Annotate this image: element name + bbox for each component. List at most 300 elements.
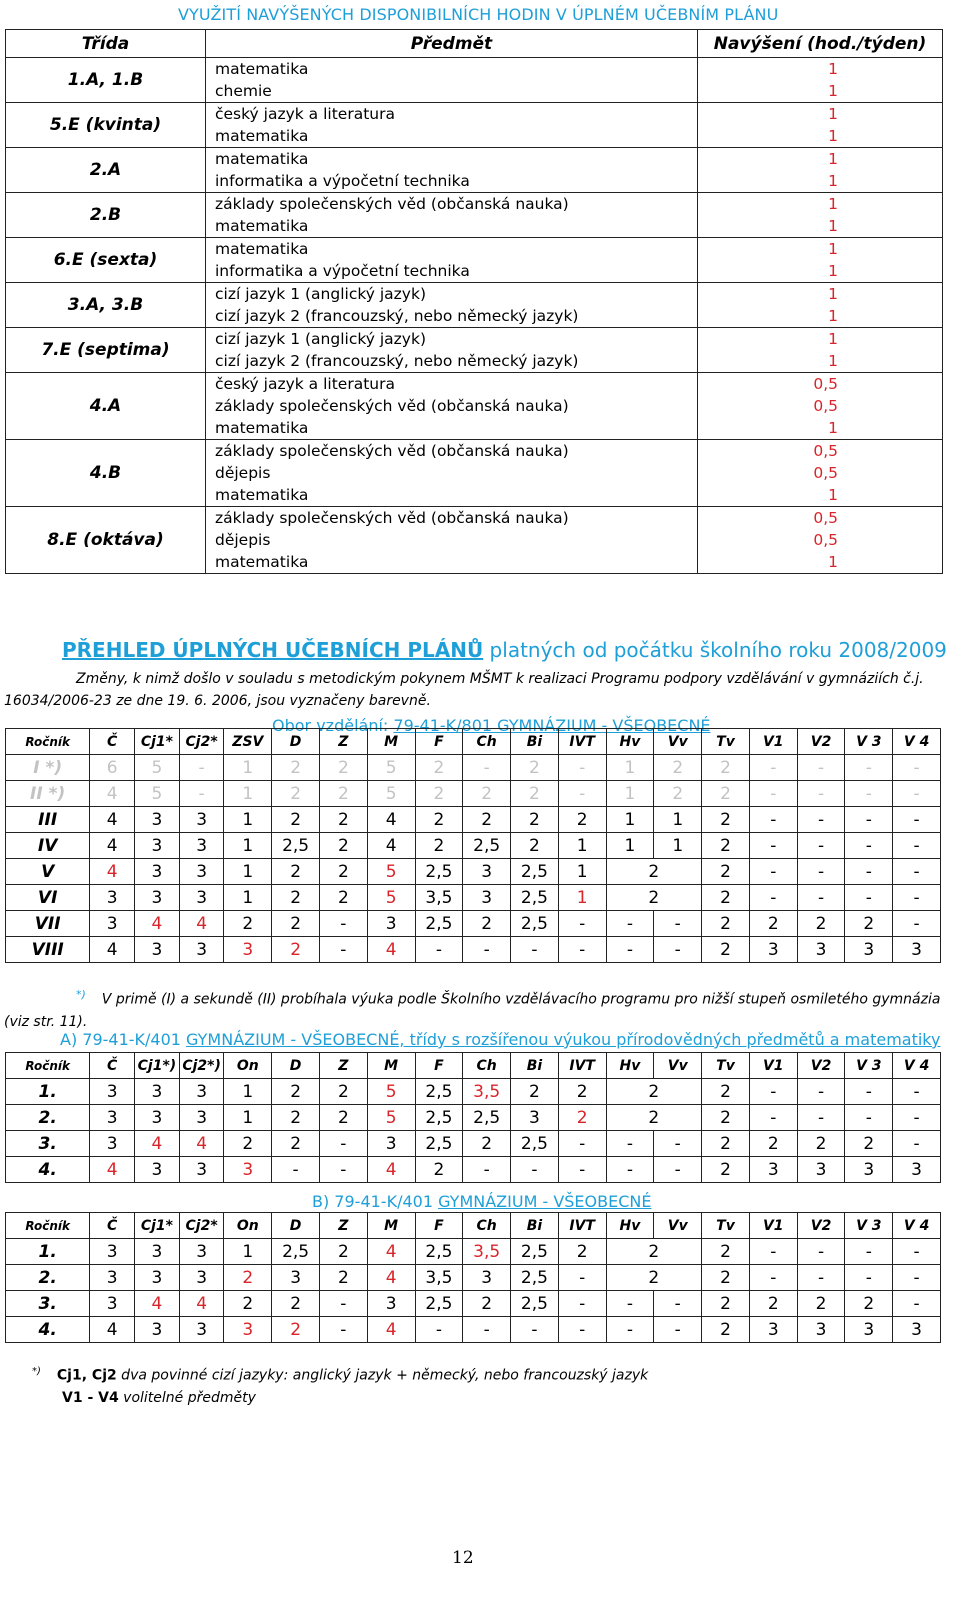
table-cell: 3	[135, 1105, 180, 1131]
table-cell: 3	[224, 937, 272, 963]
table-cell: 1	[224, 859, 272, 885]
table-cell: 3	[845, 1157, 893, 1183]
table-cell: 2	[797, 911, 845, 937]
table-cell: 4	[367, 1239, 415, 1265]
table-cell: -	[845, 781, 893, 807]
table-cell: 2,5	[415, 1105, 463, 1131]
hours-increase: 0,5	[813, 442, 838, 460]
column-header: Č	[90, 729, 135, 755]
subject-name: matematika	[215, 217, 309, 235]
table-cell: -	[319, 1131, 367, 1157]
table-cell: -	[463, 1317, 511, 1343]
subject-name: cizí jazyk 2 (francouzský, nebo německý jazyk)	[215, 352, 579, 370]
column-header: Hv	[606, 729, 654, 755]
table-cell: 3	[135, 833, 180, 859]
table-cell: 2	[511, 781, 559, 807]
table-cell: -	[749, 885, 797, 911]
table-cell: 6	[90, 755, 135, 781]
class-label: 2.A	[6, 148, 206, 193]
table-cell: 2	[749, 1291, 797, 1317]
class-label: 2.B	[6, 193, 206, 238]
table-cell: 2,5	[511, 859, 559, 885]
subject-name: základy společenských věd (občanská nauka)	[215, 509, 569, 527]
table-cell: 3	[90, 1131, 135, 1157]
table-cell: 2	[654, 781, 702, 807]
table-cell: 1	[558, 833, 606, 859]
row-label: VI	[6, 885, 90, 911]
class-label: 4.A	[6, 373, 206, 440]
table-cell: 3	[845, 937, 893, 963]
column-header: D	[272, 729, 320, 755]
table-cell: 2	[224, 1291, 272, 1317]
table-cell: 2,5	[415, 1079, 463, 1105]
table-row	[6, 1157, 941, 1183]
subject-name: matematika	[215, 486, 309, 504]
subject-name: matematika	[215, 240, 309, 258]
table-row	[6, 1239, 941, 1265]
hours-increase: 1	[828, 105, 838, 123]
table-cell: 2	[702, 1079, 750, 1105]
class-label: 1.A, 1.B	[6, 58, 206, 103]
hours-increase: 1	[828, 553, 838, 571]
column-header: Vv	[654, 1213, 702, 1239]
table-cell: 5	[367, 1105, 415, 1131]
table-cell: 3	[749, 1157, 797, 1183]
table-cell: 3	[367, 911, 415, 937]
table-cell: 4	[367, 807, 415, 833]
table-cell: 2	[845, 1131, 893, 1157]
table-cell: 2	[415, 807, 463, 833]
hours-group	[6, 193, 943, 238]
table-cell: 2	[511, 833, 559, 859]
table-cell: 5	[367, 755, 415, 781]
row-label: 4.	[6, 1157, 90, 1183]
table-cell: -	[558, 911, 606, 937]
table-row	[6, 1131, 941, 1157]
table-cell: 3	[90, 885, 135, 911]
table-cell: 4	[135, 1291, 180, 1317]
table-cell: -	[558, 781, 606, 807]
table-cell: 3	[179, 885, 224, 911]
table-cell: -	[797, 1105, 845, 1131]
table-cell: -	[654, 1131, 702, 1157]
table-cell: -	[463, 937, 511, 963]
table-cell: -	[463, 755, 511, 781]
table-cell: -	[558, 1291, 606, 1317]
row-label: V	[6, 859, 90, 885]
table-cell: 3	[135, 1265, 180, 1291]
table-cell: 2	[845, 911, 893, 937]
table-cell: -	[893, 1131, 941, 1157]
subject-cell	[206, 507, 698, 574]
subject-name: matematika	[215, 127, 309, 145]
table-cell: 3	[179, 1105, 224, 1131]
table-cell: -	[797, 1079, 845, 1105]
table-row	[6, 833, 941, 859]
row-label: III	[6, 807, 90, 833]
table-cell: 1	[224, 807, 272, 833]
table-cell: -	[415, 1317, 463, 1343]
table-cell: 2	[319, 885, 367, 911]
column-header: Z	[319, 1213, 367, 1239]
hours-group	[6, 373, 943, 440]
table-cell: 2	[272, 911, 320, 937]
hours-header-2: Navýšení (hod./týden)	[698, 30, 943, 58]
row-label: VIII	[6, 937, 90, 963]
subject-name: chemie	[215, 82, 272, 100]
row-label: VII	[6, 911, 90, 937]
table-row	[6, 885, 941, 911]
row-label: 3.	[6, 1291, 90, 1317]
row-label: 2.	[6, 1105, 90, 1131]
table-cell: 2	[702, 755, 750, 781]
table-cell: 3	[797, 937, 845, 963]
subject-name: matematika	[215, 60, 309, 78]
hours-increase: 1	[828, 127, 838, 145]
column-header: V 3	[845, 729, 893, 755]
table-cell: 4	[135, 911, 180, 937]
table-cell: -	[606, 911, 654, 937]
column-header: M	[367, 729, 415, 755]
table-cell: -	[797, 885, 845, 911]
table-cell: 5	[135, 755, 180, 781]
table-cell: 3	[224, 1317, 272, 1343]
hours-header-0: Třída	[6, 30, 206, 58]
table-cell: 1	[224, 1105, 272, 1131]
hours-increase: 0,5	[813, 397, 838, 415]
table-cell: 2,5	[272, 1239, 320, 1265]
table-cell: -	[845, 1105, 893, 1131]
table-cell: 3	[90, 1079, 135, 1105]
column-header: Cj2*)	[179, 1053, 224, 1079]
column-header: ZSV	[224, 729, 272, 755]
table-cell: 1	[224, 885, 272, 911]
table-cell: 2	[319, 781, 367, 807]
hours-group	[6, 440, 943, 507]
table-cell: -	[179, 755, 224, 781]
table-cell: -	[845, 885, 893, 911]
table-cell: -	[797, 755, 845, 781]
column-header: Ročník	[6, 729, 90, 755]
column-header: Vv	[654, 729, 702, 755]
caption-a: A) 79-41-K/401 GYMNÁZIUM - VŠEOBECNÉ, třídy s rozšířenou výukou přírodovědných předmětů a matematiky	[60, 1030, 941, 1049]
column-header: Ročník	[6, 1213, 90, 1239]
table-cell: 2	[797, 1131, 845, 1157]
table-row	[6, 1265, 941, 1291]
table-cell: 3	[135, 1079, 180, 1105]
table-cell: 3	[845, 1317, 893, 1343]
table-cell: 3	[179, 1265, 224, 1291]
table-cell: 2	[702, 937, 750, 963]
subject-cell	[206, 193, 698, 238]
table-row	[6, 859, 941, 885]
table-cell: 5	[367, 859, 415, 885]
column-header: IVT	[558, 1053, 606, 1079]
table-cell: 3	[224, 1157, 272, 1183]
table-cell: 2	[319, 1079, 367, 1105]
table-cell: 1	[224, 1079, 272, 1105]
table-cell: 2	[463, 911, 511, 937]
table-row	[6, 1291, 941, 1317]
subject-name: dějepis	[215, 531, 271, 549]
table-cell: 3	[135, 937, 180, 963]
table-cell: 2	[654, 755, 702, 781]
table-cell: 2	[702, 833, 750, 859]
hours-increase: 1	[828, 262, 838, 280]
table-cell: -	[749, 1265, 797, 1291]
table-cell: 4	[179, 911, 224, 937]
table-cell: 3	[893, 1317, 941, 1343]
column-header: Č	[90, 1053, 135, 1079]
table-cell: 2	[606, 885, 702, 911]
table-cell: 2	[702, 1157, 750, 1183]
table-cell: -	[893, 807, 941, 833]
table-cell: 2	[272, 1317, 320, 1343]
class-label: 4.B	[6, 440, 206, 507]
hours-group	[6, 148, 943, 193]
table-cell: -	[654, 911, 702, 937]
table-cell: 2	[415, 833, 463, 859]
column-header: Ch	[463, 1053, 511, 1079]
column-header: Bi	[511, 729, 559, 755]
table-cell: -	[511, 1157, 559, 1183]
increase-cell	[698, 148, 943, 193]
subject-name: základy společenských věd (občanská nauka)	[215, 195, 569, 213]
subject-name: cizí jazyk 1 (anglický jazyk)	[215, 285, 427, 303]
hours-increase: 0,5	[813, 375, 838, 393]
column-header: Cj2*	[179, 1213, 224, 1239]
subject-cell	[206, 148, 698, 193]
table-cell: 3,5	[415, 885, 463, 911]
hours-group	[6, 238, 943, 283]
table-cell: -	[749, 833, 797, 859]
hours-increase: 1	[828, 195, 838, 213]
table-cell: 3	[90, 1265, 135, 1291]
table-cell: -	[319, 1291, 367, 1317]
column-header: V 4	[893, 729, 941, 755]
row-label: I *)	[6, 755, 90, 781]
table-cell: 2	[415, 1157, 463, 1183]
subject-name: matematika	[215, 150, 309, 168]
plan-table-401b	[5, 1212, 941, 1343]
table-cell: 2	[511, 1079, 559, 1105]
subject-name: dějepis	[215, 464, 271, 482]
table-cell: 3	[749, 1317, 797, 1343]
subject-name: informatika a výpočetní technika	[215, 172, 470, 190]
intro-text: Změny, k nimž došlo v souladu s metodickým pokynem MŠMT k realizaci Programu podpory vzdělávání v gymnáziích č.j. 16034/2006-23 ze dne 19. 6. 2006, jsou vyznačeny barevně.	[4, 671, 924, 709]
table-cell: -	[893, 885, 941, 911]
table-cell: 2	[319, 859, 367, 885]
table-cell: 3	[90, 911, 135, 937]
table-cell: 4	[90, 859, 135, 885]
class-label: 7.E (septima)	[6, 328, 206, 373]
table-cell: 2	[319, 1105, 367, 1131]
table-cell: 2	[702, 859, 750, 885]
table-cell: 4	[90, 1157, 135, 1183]
table-cell: 3	[135, 807, 180, 833]
table-cell: 3	[893, 1157, 941, 1183]
subject-cell	[206, 328, 698, 373]
plans-heading: PŘEHLED ÚPLNÝCH UČEBNÍCH PLÁNŮ platných od počátku školního roku 2008/2009	[62, 638, 947, 662]
table-cell: 3	[749, 937, 797, 963]
column-header: Bi	[511, 1213, 559, 1239]
column-header: V1	[749, 1053, 797, 1079]
column-header: M	[367, 1213, 415, 1239]
column-header: Č	[90, 1213, 135, 1239]
table-cell: 2	[319, 1265, 367, 1291]
subject-name: matematika	[215, 553, 309, 571]
column-header: Tv	[702, 729, 750, 755]
column-header: On	[224, 1053, 272, 1079]
table-cell: -	[558, 1265, 606, 1291]
row-label: 4.	[6, 1317, 90, 1343]
column-header: IVT	[558, 1213, 606, 1239]
table-cell: 2,5	[511, 911, 559, 937]
table-cell: 4	[90, 833, 135, 859]
table-cell: 3,5	[415, 1265, 463, 1291]
table-cell: 5	[367, 885, 415, 911]
table-cell: 2	[224, 1265, 272, 1291]
table-cell: 1	[224, 833, 272, 859]
table-cell: 2	[511, 755, 559, 781]
column-header: F	[415, 1053, 463, 1079]
table-cell: 2	[272, 885, 320, 911]
table-cell: -	[893, 755, 941, 781]
hours-increase: 1	[828, 330, 838, 348]
table-cell: -	[749, 859, 797, 885]
table-cell: -	[749, 1105, 797, 1131]
table-cell: -	[415, 937, 463, 963]
table-cell: -	[893, 833, 941, 859]
table-cell: 2	[702, 1265, 750, 1291]
table-cell: 2	[606, 1105, 702, 1131]
increase-cell	[698, 373, 943, 440]
table-cell: 3	[135, 1239, 180, 1265]
table-cell: 3	[90, 1291, 135, 1317]
table-cell: -	[319, 1157, 367, 1183]
table-cell: 2,5	[415, 1131, 463, 1157]
table-cell: 2	[463, 781, 511, 807]
column-header: Z	[319, 729, 367, 755]
table-cell: 2,5	[511, 1131, 559, 1157]
hours-increase: 0,5	[813, 531, 838, 549]
table-cell: 4	[367, 1157, 415, 1183]
hours-increase: 1	[828, 486, 838, 504]
column-header: IVT	[558, 729, 606, 755]
table-cell: 2	[272, 807, 320, 833]
table-cell: 2	[272, 937, 320, 963]
table-cell: -	[845, 807, 893, 833]
table-cell: 2,5	[463, 1105, 511, 1131]
column-header: D	[272, 1213, 320, 1239]
table-cell: 2	[319, 833, 367, 859]
table-cell: 2	[272, 1291, 320, 1317]
column-header: V1	[749, 729, 797, 755]
table-cell: 2	[749, 1131, 797, 1157]
subject-cell	[206, 58, 698, 103]
class-label: 8.E (oktáva)	[6, 507, 206, 574]
increase-cell	[698, 507, 943, 574]
table-cell: -	[511, 937, 559, 963]
table-cell: -	[893, 781, 941, 807]
column-header: V2	[797, 1213, 845, 1239]
table-cell: 1	[224, 1239, 272, 1265]
table-cell: 2	[702, 1105, 750, 1131]
table-cell: 4	[367, 937, 415, 963]
column-header: Hv	[606, 1213, 654, 1239]
table-cell: 5	[135, 781, 180, 807]
table-cell: -	[606, 1157, 654, 1183]
column-header: V 3	[845, 1053, 893, 1079]
table-cell: -	[893, 1239, 941, 1265]
table-cell: 2	[558, 1239, 606, 1265]
table-cell: -	[845, 859, 893, 885]
table-cell: 1	[558, 885, 606, 911]
table-cell: 1	[224, 781, 272, 807]
hours-increase: 1	[828, 240, 838, 258]
table-cell: 2	[606, 1239, 702, 1265]
table-cell: -	[845, 1239, 893, 1265]
table-cell: 3	[179, 937, 224, 963]
table-row	[6, 1317, 941, 1343]
table-cell: 2	[511, 807, 559, 833]
class-label: 5.E (kvinta)	[6, 103, 206, 148]
top-title: VYUŽITÍ NAVÝŠENÝCH DISPONIBILNÍCH HODIN V ÚPLNÉM UČEBNÍM PLÁNU	[178, 5, 779, 24]
row-label: II *)	[6, 781, 90, 807]
table-cell: 2	[224, 1131, 272, 1157]
table-row	[6, 1079, 941, 1105]
table-cell: -	[319, 911, 367, 937]
table-cell: -	[606, 1317, 654, 1343]
table-cell: 2	[702, 911, 750, 937]
table-cell: 3	[179, 1079, 224, 1105]
table-cell: 4	[367, 833, 415, 859]
column-header: Tv	[702, 1213, 750, 1239]
table-cell: 2	[606, 859, 702, 885]
column-header: V2	[797, 729, 845, 755]
subject-cell	[206, 440, 698, 507]
subject-cell	[206, 238, 698, 283]
table-cell: 3	[135, 859, 180, 885]
row-label: IV	[6, 833, 90, 859]
table-cell: 2	[845, 1291, 893, 1317]
table-cell: 2,5	[415, 1291, 463, 1317]
increase-cell	[698, 193, 943, 238]
hours-increase: 1	[828, 82, 838, 100]
table-cell: 2	[702, 1291, 750, 1317]
table-cell: 3,5	[463, 1079, 511, 1105]
subject-name: základy společenských věd (občanská nauka)	[215, 442, 569, 460]
plan-table-401a	[5, 1052, 941, 1183]
increase-cell	[698, 440, 943, 507]
table-row	[6, 911, 941, 937]
column-header: Ch	[463, 1213, 511, 1239]
column-header: V 3	[845, 1213, 893, 1239]
subject-cell	[206, 103, 698, 148]
subject-name: cizí jazyk 1 (anglický jazyk)	[215, 330, 427, 348]
table-cell: 2	[319, 807, 367, 833]
table-cell: 1	[606, 781, 654, 807]
table-cell: -	[654, 1317, 702, 1343]
row-label: 1.	[6, 1079, 90, 1105]
table-cell: 2,5	[415, 1239, 463, 1265]
hours-table	[5, 29, 943, 574]
table-cell: 3	[272, 1265, 320, 1291]
table-cell: 3	[463, 859, 511, 885]
table-cell: 1	[558, 859, 606, 885]
table-cell: -	[797, 833, 845, 859]
table-cell: 5	[367, 1079, 415, 1105]
